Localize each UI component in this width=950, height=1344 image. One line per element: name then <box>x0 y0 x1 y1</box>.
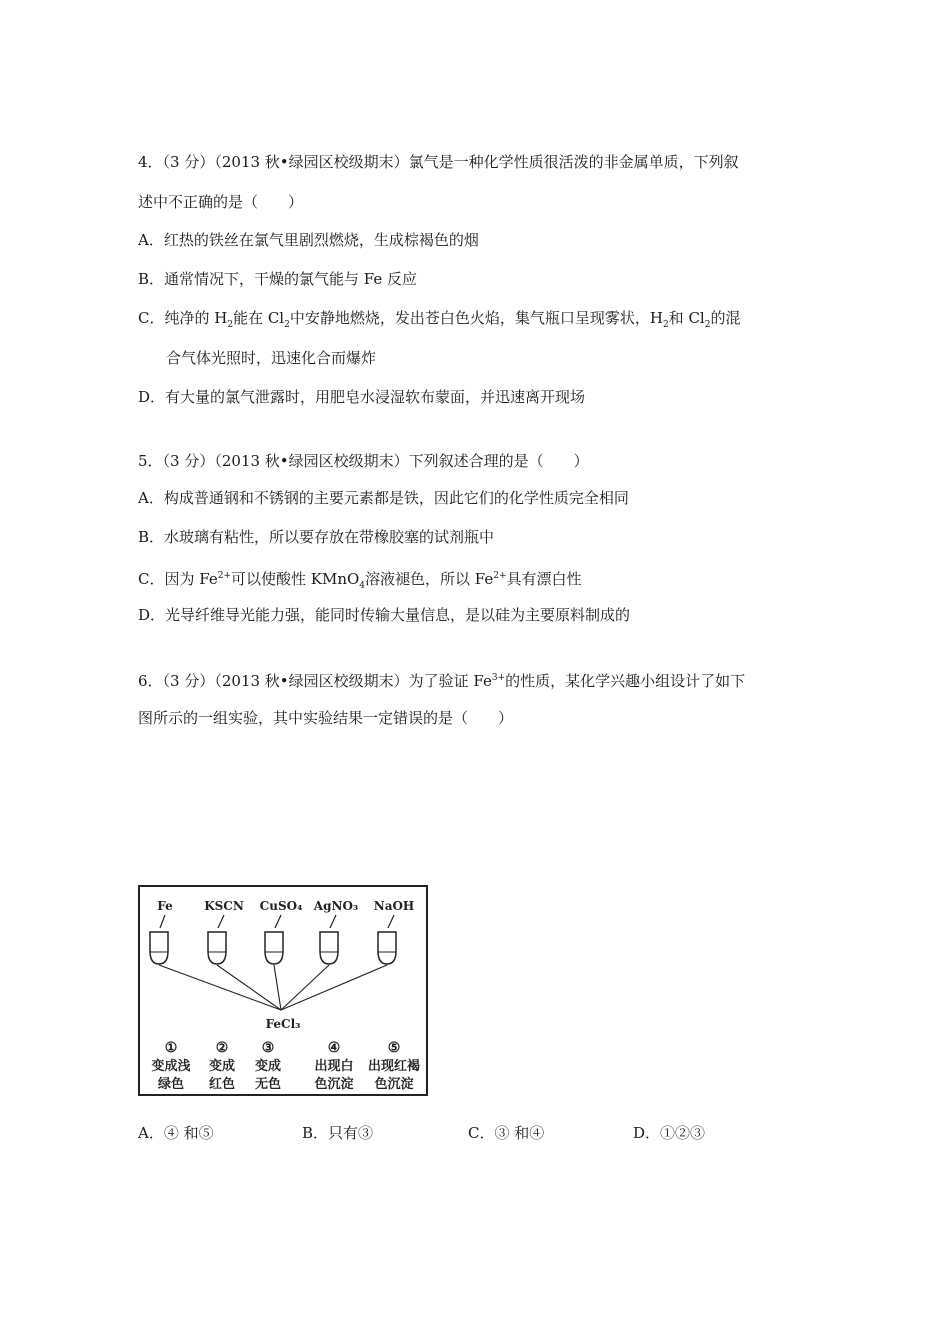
svg-text:红色: 红色 <box>208 1077 236 1092</box>
svg-text:出现白: 出现白 <box>314 1059 354 1074</box>
q4-option-c-line2: 合气体光照时，迅速化合而爆炸 <box>166 349 377 367</box>
svg-text:变成: 变成 <box>254 1059 282 1074</box>
reagent-label: NaOH <box>373 899 415 913</box>
fecl3-label: FeCl₃ <box>265 1017 301 1031</box>
experiment-diagram <box>138 885 428 1096</box>
svg-text:变成: 变成 <box>208 1059 236 1074</box>
q6-option-b: B．只有③ <box>302 1124 374 1142</box>
q5-option-d: D．光导纤维导光能力强，能同时传输大量信息，是以硅为主要原料制成的 <box>138 606 631 624</box>
svg-text:色沉淀: 色沉淀 <box>374 1077 414 1092</box>
svg-text:无色: 无色 <box>254 1077 282 1092</box>
svg-text:出现红褐: 出现红褐 <box>367 1059 421 1074</box>
svg-text:②: ② <box>215 1040 229 1056</box>
reagent-label: Fe <box>157 899 173 913</box>
reagent-label: CuSO₄ <box>259 899 303 913</box>
svg-text:④: ④ <box>327 1040 341 1056</box>
q6-option-c: C．③ 和④ <box>468 1124 545 1142</box>
q4-stem-line1: 4．（3 分）（2013 秋•绿园区校级期末）氯气是一种化学性质很活泼的非金属单质，下列叙 <box>138 153 739 171</box>
svg-text:绿色: 绿色 <box>157 1077 185 1092</box>
q6-option-d: D．①②③ <box>633 1124 706 1142</box>
svg-text:变成浅: 变成浅 <box>151 1059 191 1074</box>
q5-option-a: A．构成普通钢和不锈钢的主要元素都是铁，因此它们的化学性质完全相同 <box>138 489 629 507</box>
q4-option-d: D．有大量的氯气泄露时，用肥皂水浸湿软布蒙面，并迅速离开现场 <box>138 388 586 406</box>
q5-option-b: B．水玻璃有粘性，所以要存放在带橡胶塞的试剂瓶中 <box>138 528 495 546</box>
q4-option-c-line1: C．纯净的 $H_2$能在 $Cl_2$中安静地燃烧，发出苍白色火焰，集气瓶口呈现雾状，$H_2$和 $Cl_2$的混 <box>138 309 741 330</box>
svg-text:③: ③ <box>261 1040 275 1056</box>
reagent-label: KSCN <box>204 899 244 913</box>
q4-stem-line2: 述中不正确的是（ ） <box>138 193 304 211</box>
q5-stem: 5．（3 分）（2013 秋•绿园区校级期末）下列叙述合理的是（ ） <box>138 452 589 470</box>
q6-option-a: A．④ 和⑤ <box>138 1124 214 1142</box>
svg-text:①: ① <box>164 1040 178 1056</box>
q6-stem-line1: 6．（3 分）（2013 秋•绿园区校级期末）为了验证 $Fe^{3+}$的性质，某化学兴趣小组设计了如下 <box>138 672 746 690</box>
svg-text:色沉淀: 色沉淀 <box>314 1077 354 1092</box>
q4-option-b: B．通常情况下，干燥的氯气能与 Fe 反应 <box>138 270 418 288</box>
reagent-label: AgNO₃ <box>313 899 359 913</box>
q6-stem-line2: 图所示的一组实验，其中实验结果一定错误的是（ ） <box>138 709 514 727</box>
q5-option-c: C．因为 $Fe^{2+}$可以使酸性 KMnO$_4$溶液褪色，所以 $Fe^{2+}$具有漂白性 <box>138 570 582 591</box>
q4-option-a: A．红热的铁丝在氯气里剧烈燃烧，生成棕褐色的烟 <box>138 231 479 249</box>
svg-text:⑤: ⑤ <box>387 1040 401 1056</box>
